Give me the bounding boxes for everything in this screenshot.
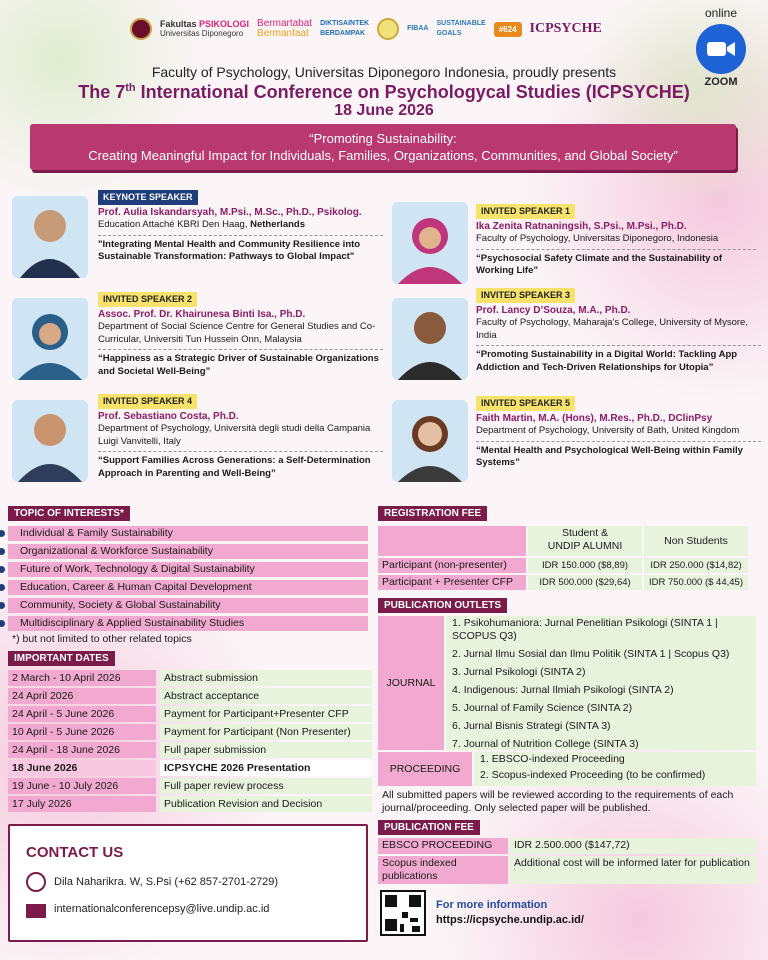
topic-item: Multidisciplinary & Applied Sustainability Studies	[8, 616, 368, 631]
pubfee-row2-label: Scopus indexed publications	[378, 856, 508, 884]
journal-label: JOURNAL	[378, 616, 444, 750]
topic-item: Community, Society & Global Sustainability	[8, 598, 368, 613]
more-info-url[interactable]: https://icpsyche.undip.ac.id/	[436, 914, 584, 926]
topic-item: Education, Career & Human Capital Development	[8, 580, 368, 595]
journal-item: 1. Psikohumaniora: Jurnal Penelitian Psikologi (SINTA 1 | SCOPUS Q3)	[452, 617, 718, 642]
speaker3-affiliation: Faculty of Psychology, Maharaja's College, University of Mysore, India	[476, 317, 748, 341]
keynote-affiliation: Education Attaché KBRI Den Haag, Netherlands	[98, 219, 305, 230]
online-label: online	[704, 6, 738, 20]
journal-list	[446, 616, 756, 750]
speaker5	[476, 396, 761, 470]
speaker5-name: Faith Martin, M.A. (Hons), M.Res., Ph.D., DClinPsy	[476, 412, 713, 424]
reg-row2-nonstudent: IDR 750.000 ($ 44,45)	[644, 575, 748, 590]
speaker2-affiliation: Department of Social Science Centre for General Studies and Co-Curricular, Universiti Tun Hussein Onn, Malaysia	[98, 321, 376, 345]
speaker2-tag: INVITED SPEAKER 2	[98, 292, 197, 307]
keynote-talk: "Integrating Mental Health and Community Resilience into Sustainable Transformation: Pathways to Global Impact"	[98, 235, 383, 264]
speaker5-talk: “Mental Health and Psychological Well-Being within Family Systems”	[476, 441, 761, 470]
undip-seal-icon	[130, 18, 152, 40]
speaker1-affiliation: Faculty of Psychology, Universitas Diponegoro, Indonesia	[476, 233, 719, 244]
proceeding-label: PROCEEDING	[378, 752, 472, 786]
topic-item: Organizational & Workforce Sustainability	[8, 544, 368, 559]
speaker2-photo	[12, 298, 88, 380]
ranking-badge: #624	[494, 22, 522, 37]
journal-item: 6. Jurnal Bisnis Strategi (SINTA 3)	[452, 720, 611, 732]
sdg-logo: SUSTAINABLE GOALS	[436, 20, 486, 37]
accreditation-seal-icon	[377, 18, 399, 40]
reg-row1-nonstudent: IDR 250.000 ($14,82)	[644, 558, 748, 573]
logo-row	[130, 14, 650, 44]
publication-note: All submitted papers will be reviewed according to the requirements of each journal/proceeding. Only selected paper will be published.	[382, 789, 734, 814]
conference-title: The 7th International Conference on Psychologycal Studies (ICPSYCHE)	[78, 82, 690, 102]
pubfee-header: PUBLICATION FEE	[378, 820, 480, 835]
speaker1-talk: “Psychosocial Safety Climate and the Sustainability of Working Life”	[476, 249, 756, 278]
speaker2-name: Assoc. Prof. Dr. Khairunesa Binti Isa., Ph.D.	[98, 308, 306, 320]
speaker1-photo	[392, 202, 468, 284]
zoom-label: ZOOM	[704, 76, 738, 88]
speaker5-affiliation: Department of Psychology, University of Bath, United Kingdom	[476, 425, 740, 436]
speaker4	[98, 394, 383, 480]
topics-note: *) but not limited to other related topics	[12, 633, 192, 645]
reg-corner	[378, 526, 526, 556]
motto-logo: Bermartabat Bermanfaat	[257, 18, 313, 39]
dikti-logo: DIKTISAINTEK BERDAMPAK	[320, 20, 370, 37]
pubfee-row1-value: IDR 2.500.000 ($147,72)	[510, 838, 756, 854]
speaker4-name: Prof. Sebastiano Costa, Ph.D.	[98, 410, 239, 422]
speaker4-affiliation: Department of Psychology, Università degli studi della Campania Luigi Vanvitelli, Italy	[98, 423, 371, 447]
speaker1-tag: INVITED SPEAKER 1	[476, 204, 575, 219]
reg-row2-student: IDR 500.000 ($29,64)	[528, 575, 642, 590]
registration-header: REGISTRATION FEE	[378, 506, 487, 521]
journal-item: 7. Journal of Nutrition College (SINTA 3)	[452, 738, 639, 750]
contact-phone[interactable]: Dila Naharikra. W, S.Psi (+62 857-2701-2729)	[54, 876, 279, 888]
contact-title: CONTACT US	[26, 844, 124, 861]
reg-row2-label: Participant + Presenter CFP	[378, 575, 526, 590]
reg-col-nonstudent: Non Students	[644, 526, 748, 556]
reg-col-student: Student & UNDIP ALUMNI	[528, 526, 642, 556]
icpsyche-logo: ICPSYCHE	[529, 21, 602, 36]
faculty-logo: Fakultas PSIKOLOGI Universitas Diponegoro	[160, 19, 250, 38]
fibaa-logo: FIBAA	[407, 25, 429, 32]
publication-header: PUBLICATION OUTLETS	[378, 598, 507, 613]
speaker5-tag: INVITED SPEAKER 5	[476, 396, 575, 411]
speaker4-talk: “Support Families Across Generations: a Self-Determination Approach in Parenting and Well-Being”	[98, 451, 383, 480]
speaker4-tag: INVITED SPEAKER 4	[98, 394, 197, 409]
speaker2-talk: “Happiness as a Strategic Driver of Sustainable Organizations and Societal Well-Being”	[98, 349, 383, 378]
keynote-name: Prof. Aulia Iskandarsyah, M.Psi., M.Sc., Ph.D., Psikolog.	[98, 206, 362, 218]
journal-item: 2. Jurnal Ilmu Sosial dan Ilmu Politik (SINTA 1 | Scopus Q3)	[452, 648, 730, 660]
speaker5-photo	[392, 400, 468, 482]
qr-code-icon[interactable]	[380, 890, 426, 936]
speaker1	[476, 204, 756, 278]
contact-email[interactable]: internationalconferencepsy@live.undip.ac.id	[54, 903, 270, 915]
pubfee-row2-value: Additional cost will be informed later for publication	[510, 856, 756, 884]
speaker3	[476, 288, 761, 374]
speaker1-name: Ika Zenita Ratnaningsih, S.Psi., M.Psi., Ph.D.	[476, 220, 687, 232]
journal-item: 3. Jurnal Psikologi (SINTA 2)	[452, 666, 586, 678]
keynote-tag: KEYNOTE SPEAKER	[98, 190, 198, 205]
keynote-speaker	[98, 190, 383, 264]
dates-header: IMPORTANT DATES	[8, 651, 115, 666]
journal-item: 5. Journal of Family Science (SINTA 2)	[452, 702, 633, 714]
speaker3-name: Prof. Lancy D’Souza, M.A., Ph.D.	[476, 304, 631, 316]
theme-banner: “Promoting Sustainability: Creating Meaningful Impact for Individuals, Families, Organizations, Communities, and Global Society”	[30, 124, 736, 170]
pubfee-row1-label: EBSCO PROCEEDING	[378, 838, 508, 854]
reg-row1-student: IDR 150.000 ($8,89)	[528, 558, 642, 573]
presents-line: Faculty of Psychology, Universitas Diponegoro Indonesia, proudly presents	[151, 64, 617, 80]
speaker3-talk: “Promoting Sustainability in a Digital World: Tackling App Addiction and Tech-Driven Relationships for Utopia”	[476, 345, 761, 374]
more-info-label: For more information	[436, 899, 548, 911]
keynote-photo	[12, 196, 88, 278]
whatsapp-icon	[26, 872, 46, 892]
proceeding-item: 1. EBSCO-indexed Proceeding	[480, 753, 625, 765]
reg-row1-label: Participant (non-presenter)	[378, 558, 526, 573]
conference-date: 18 June 2026	[334, 102, 434, 119]
contact-box	[8, 824, 368, 942]
email-icon	[26, 904, 46, 918]
proceeding-item: 2. Scopus-indexed Proceeding (to be confirmed)	[480, 769, 706, 781]
topic-item: Future of Work, Technology & Digital Sustainability	[8, 562, 368, 577]
proceeding-list	[474, 752, 756, 786]
speaker4-photo	[12, 400, 88, 482]
speaker3-tag: INVITED SPEAKER 3	[476, 288, 575, 303]
topic-item: Individual & Family Sustainability	[8, 526, 368, 541]
speaker3-photo	[392, 298, 468, 380]
speaker2	[98, 292, 383, 378]
topics-header: TOPIC OF INTERESTS*	[8, 506, 130, 521]
journal-item: 4. Indigenous: Jurnal Ilmiah Psikologi (SINTA 2)	[452, 684, 674, 696]
